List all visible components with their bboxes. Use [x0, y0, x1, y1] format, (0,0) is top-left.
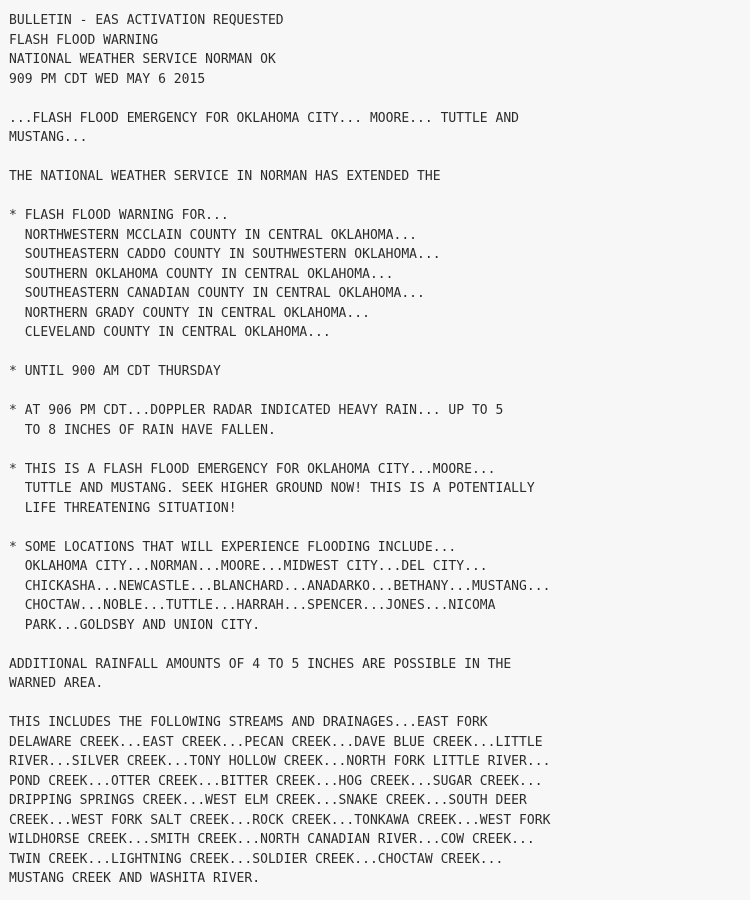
- streams-block: [9, 713, 750, 889]
- county-item: CLEVELAND COUNTY IN CENTRAL OKLAHOMA...: [9, 325, 331, 340]
- headline-line: ...FLASH FLOOD EMERGENCY FOR OKLAHOMA CITY... MOORE... TUTTLE AND: [9, 110, 520, 126]
- warning-for-block: [9, 206, 750, 343]
- spacer: [9, 440, 750, 460]
- warning-type: FLASH FLOOD WARNING: [9, 32, 159, 48]
- streams-line: DRIPPING SPRINGS CREEK...WEST ELM CREEK...SNAKE CREEK...SOUTH DEER: [9, 793, 527, 808]
- locations-line: CHICKASHA...NEWCASTLE...BLANCHARD...ANADARKO...BETHANY...MUSTANG...: [9, 578, 551, 594]
- intro-text: THE NATIONAL WEATHER SERVICE IN NORMAN HAS EXTENDED THE: [9, 169, 441, 184]
- streams-line: THIS INCLUDES THE FOLLOWING STREAMS AND DRAINAGES...EAST FORK: [9, 715, 488, 730]
- header-block: [9, 11, 750, 89]
- county-item: SOUTHEASTERN CADDO COUNTY IN SOUTHWESTERN OKLAHOMA...: [9, 247, 441, 262]
- spacer: [9, 148, 750, 168]
- streams-line: WILDHORSE CREEK...SMITH CREEK...NORTH CANADIAN RIVER...COW CREEK...: [9, 832, 535, 847]
- spacer: [9, 518, 750, 538]
- headline-block: [9, 109, 750, 148]
- rainfall-block: [9, 655, 750, 694]
- emergency-line: * THIS IS A FLASH FLOOD EMERGENCY FOR OKLAHOMA CITY...MOORE...: [9, 461, 496, 477]
- spacer: [9, 635, 750, 655]
- spacer: [9, 187, 750, 207]
- county-item: SOUTHERN OKLAHOMA COUNTY IN CENTRAL OKLAHOMA...: [9, 266, 394, 282]
- county-item: NORTHWESTERN MCCLAIN COUNTY IN CENTRAL OKLAHOMA...: [9, 227, 418, 243]
- issuing-office: NATIONAL WEATHER SERVICE NORMAN OK: [9, 52, 276, 67]
- issue-time: 909 PM CDT WED MAY 6 2015: [9, 71, 206, 87]
- locations-line: OKLAHOMA CITY...NORMAN...MOORE...MIDWEST CITY...DEL CITY...: [9, 559, 488, 574]
- streams-line: CREEK...WEST FORK SALT CREEK...ROCK CREEK...TONKAWA CREEK...WEST FORK: [9, 812, 551, 828]
- emergency-line: LIFE THREATENING SITUATION!: [9, 500, 237, 516]
- radar-line: TO 8 INCHES OF RAIN HAVE FALLEN.: [9, 422, 276, 438]
- spacer: [9, 343, 750, 363]
- locations-line: PARK...GOLDSBY AND UNION CITY.: [9, 617, 261, 633]
- rainfall-line: WARNED AREA.: [9, 676, 104, 691]
- warning-for-title: * FLASH FLOOD WARNING FOR...: [9, 208, 229, 223]
- streams-line: RIVER...SILVER CREEK...TONY HOLLOW CREEK...NORTH FORK LITTLE RIVER...: [9, 754, 551, 769]
- county-item: SOUTHEASTERN CANADIAN COUNTY IN CENTRAL OKLAHOMA...: [9, 286, 425, 301]
- streams-line: TWIN CREEK...LIGHTNING CREEK...SOLDIER CREEK...CHOCTAW CREEK...: [9, 851, 504, 867]
- radar-block: [9, 401, 750, 440]
- emergency-line: TUTTLE AND MUSTANG. SEEK HIGHER GROUND NOW! THIS IS A POTENTIALLY: [9, 481, 535, 496]
- streams-line: DELAWARE CREEK...EAST CREEK...PECAN CREEK...DAVE BLUE CREEK...LITTLE: [9, 734, 543, 750]
- county-item: NORTHERN GRADY COUNTY IN CENTRAL OKLAHOMA...: [9, 305, 370, 321]
- locations-line: CHOCTAW...NOBLE...TUTTLE...HARRAH...SPENCER...JONES...NICOMA: [9, 598, 496, 613]
- locations-line: * SOME LOCATIONS THAT WILL EXPERIENCE FLOODING INCLUDE...: [9, 539, 457, 555]
- emergency-block: [9, 460, 750, 519]
- spacer: [9, 89, 750, 109]
- bulletin-title: BULLETIN - EAS ACTIVATION REQUESTED: [9, 13, 284, 28]
- locations-block: [9, 538, 750, 636]
- spacer: [9, 382, 750, 402]
- spacer: [9, 694, 750, 714]
- rainfall-line: ADDITIONAL RAINFALL AMOUNTS OF 4 TO 5 INCHES ARE POSSIBLE IN THE: [9, 656, 512, 672]
- streams-line: MUSTANG CREEK AND WASHITA RIVER.: [9, 871, 261, 886]
- until-text: * UNTIL 900 AM CDT THURSDAY: [9, 364, 221, 379]
- streams-line: POND CREEK...OTTER CREEK...BITTER CREEK...HOG CREEK...SUGAR CREEK...: [9, 773, 543, 789]
- radar-line: * AT 906 PM CDT...DOPPLER RADAR INDICATED HEAVY RAIN... UP TO 5: [9, 403, 504, 418]
- headline-line: MUSTANG...: [9, 130, 88, 145]
